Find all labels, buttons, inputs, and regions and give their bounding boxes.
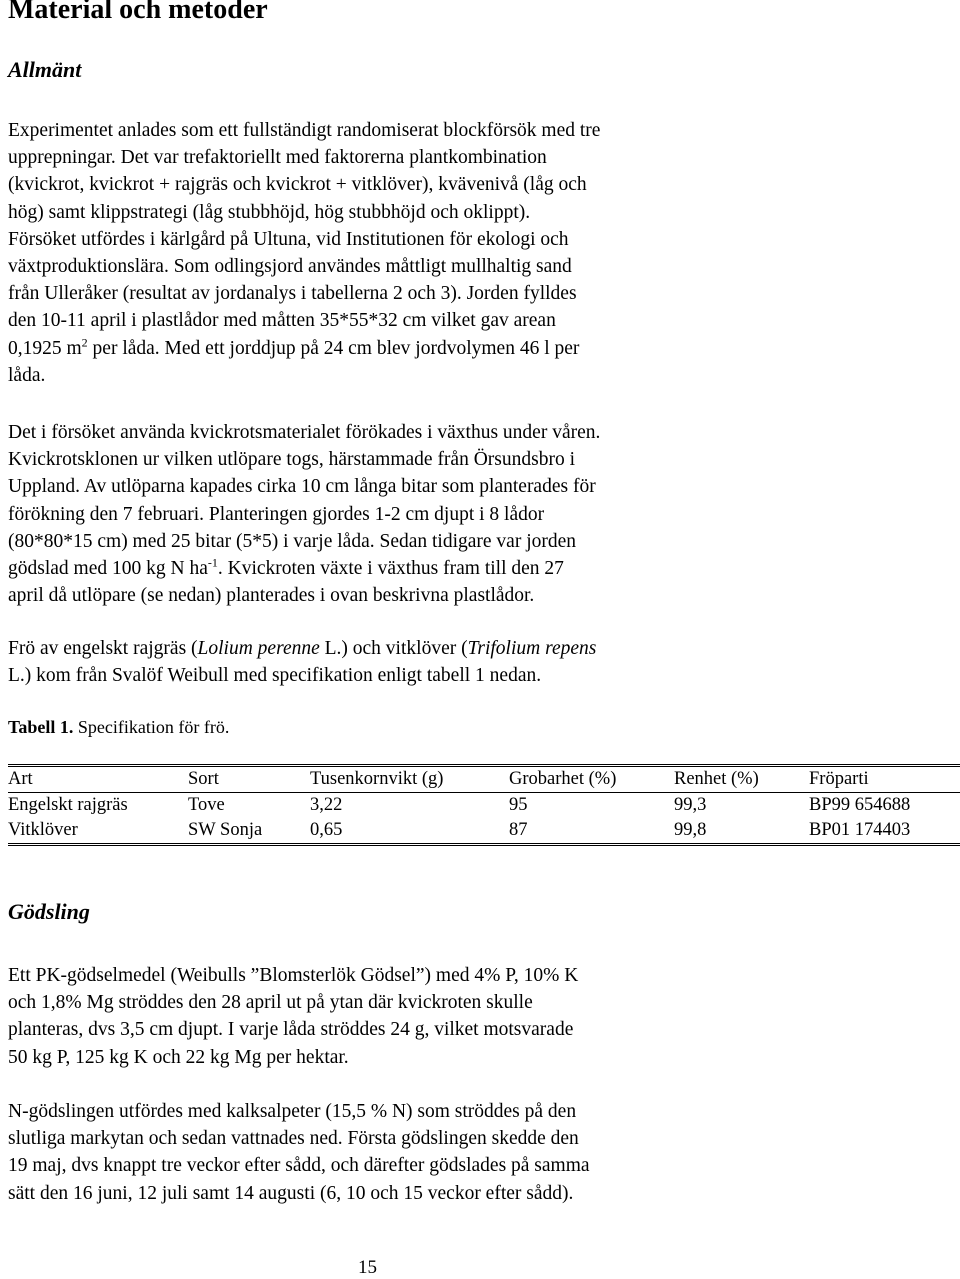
table-caption — [8, 717, 229, 738]
species-name: Trifolium repens — [467, 638, 597, 659]
table-caption-text: Specifikation för frö. — [73, 717, 230, 737]
text-line — [8, 335, 953, 362]
table-cell: 3,22 — [310, 795, 343, 815]
table-cell: 0,65 — [310, 820, 343, 840]
text-line: hög) samt klippstrategi (låg stubbhöjd, hög stubbhöjd och oklippt). — [8, 201, 531, 223]
superscript: 2 — [81, 335, 88, 350]
seed-specification-table — [8, 764, 960, 846]
text-fragment: Frö av engelskt rajgräs ( — [8, 638, 198, 659]
text-line: från Ulleråker (resultat av jordanalys i tabellerna 2 och 3). Jorden fylldes — [8, 283, 577, 305]
text-line — [8, 635, 953, 662]
table-cell: Vitklöver — [8, 820, 78, 840]
paragraph-pk-fertilizer — [8, 962, 953, 1071]
paragraph-seed-origin — [8, 635, 953, 689]
text-line: april då utlöpare (se nedan) planterades i ovan beskrivna plastlådor. — [8, 585, 535, 607]
table-row — [8, 793, 960, 819]
text-line: och 1,8% Mg ströddes den 28 april ut på ytan där kvickroten skulle — [8, 992, 533, 1014]
text-line: Kvickrotsklonen ur vilken utlöpare togs, härstammade från Örsundsbro i — [8, 449, 575, 471]
column-header: Tusenkornvikt (g) — [310, 769, 444, 789]
table-cell: 99,3 — [674, 795, 707, 815]
text-line: sätt den 16 juni, 12 juli samt 14 augusti (6, 10 och 15 veckor efter sådd). — [8, 1182, 574, 1204]
table-cell: SW Sonja — [188, 820, 263, 840]
text-line: 50 kg P, 125 kg K och 22 kg Mg per hektar. — [8, 1046, 349, 1068]
text-line: låda. — [8, 364, 46, 386]
text-line: Experimentet anlades som ett fullständigt randomiserat blockförsök med tre — [8, 120, 601, 141]
column-header: Sort — [188, 769, 219, 789]
text-fragment: . Kvickroten växte i växthus fram till den 27 — [217, 558, 564, 580]
text-line: växtproduktionslära. Som odlingsjord användes måttligt mullhaltig sand — [8, 256, 572, 278]
text-line: upprepningar. Det var trefaktoriellt med faktorerna plantkombination — [8, 147, 547, 169]
text-line: Uppland. Av utlöparna kapades cirka 10 cm långa bitar som planterades för — [8, 476, 596, 498]
text-line: planteras, dvs 3,5 cm djupt. I varje låda ströddes 24 g, vilket motsvarade — [8, 1019, 574, 1041]
table-cell: 95 — [509, 795, 528, 815]
text-fragment: gödslad med 100 kg N ha — [8, 558, 208, 580]
table-caption-label: Tabell 1. — [8, 717, 74, 737]
paragraph-couch-grass-material — [8, 419, 953, 609]
species-name: Lolium perenne — [197, 638, 320, 659]
text-line: N-gödslingen utfördes med kalksalpeter (15,5 % N) som ströddes på den — [8, 1101, 577, 1122]
table-cell: BP99 654688 — [809, 795, 911, 815]
column-header: Renhet (%) — [674, 769, 759, 789]
table-cell: Tove — [188, 795, 225, 815]
column-header: Art — [8, 769, 33, 789]
text-line: den 10-11 april i plastlådor med måtten 35*55*32 cm vilket gav arean — [8, 310, 556, 332]
column-header: Fröparti — [809, 769, 869, 789]
section-heading-fertilizing: Gödsling — [8, 899, 90, 924]
text-line: 19 maj, dvs knappt tre veckor efter sådd, och därefter gödslades på samma — [8, 1155, 590, 1177]
text-line: slutliga markytan och sedan vattnades ned. Första gödslingen skedde den — [8, 1128, 579, 1150]
table-cell: Engelskt rajgräs — [8, 795, 128, 815]
table-cell: 87 — [509, 820, 528, 840]
column-header: Grobarhet (%) — [509, 769, 617, 789]
page-heading: Material och metoder — [8, 0, 268, 25]
text-line: L.) kom från Svalöf Weibull med specifikation enligt tabell 1 nedan. — [8, 665, 542, 687]
text-line: (kvickrot, kvickrot + rajgräs och kvickrot + vitklöver), kvävenivå (låg och — [8, 174, 587, 196]
text-line: Ett PK-gödselmedel (Weibulls ”Blomsterlök Gödsel”) med 4% P, 10% K — [8, 965, 579, 986]
table-cell: BP01 174403 — [809, 820, 911, 840]
text-fragment: per låda. Med ett jorddjup på 24 cm blev jordvolymen 46 l per — [87, 337, 580, 359]
text-fragment: L.) och vitklöver ( — [319, 638, 468, 659]
paragraph-experiment-design — [8, 117, 953, 389]
text-line: (80*80*15 cm) med 25 bitar (5*5) i varje låda. Sedan tidigare var jorden — [8, 530, 577, 552]
text-line: förökning den 7 februari. Planteringen gjordes 1-2 cm djupt i 8 lådor — [8, 503, 545, 525]
paragraph-n-fertilizer — [8, 1098, 953, 1207]
page-number: 15 — [358, 1257, 377, 1278]
text-line: Det i försöket använda kvickrotsmaterialet förökades i växthus under våren. — [8, 422, 601, 443]
text-line — [8, 555, 953, 582]
table-row — [8, 818, 960, 845]
text-line: Försöket utfördes i kärlgård på Ultuna, vid Institutionen för ekologi och — [8, 228, 569, 250]
text-fragment: 0,1925 m — [8, 337, 82, 359]
superscript: -1 — [207, 555, 218, 570]
section-heading-general: Allmänt — [8, 57, 82, 82]
table-cell: 99,8 — [674, 820, 707, 840]
table-header-row — [8, 766, 960, 793]
